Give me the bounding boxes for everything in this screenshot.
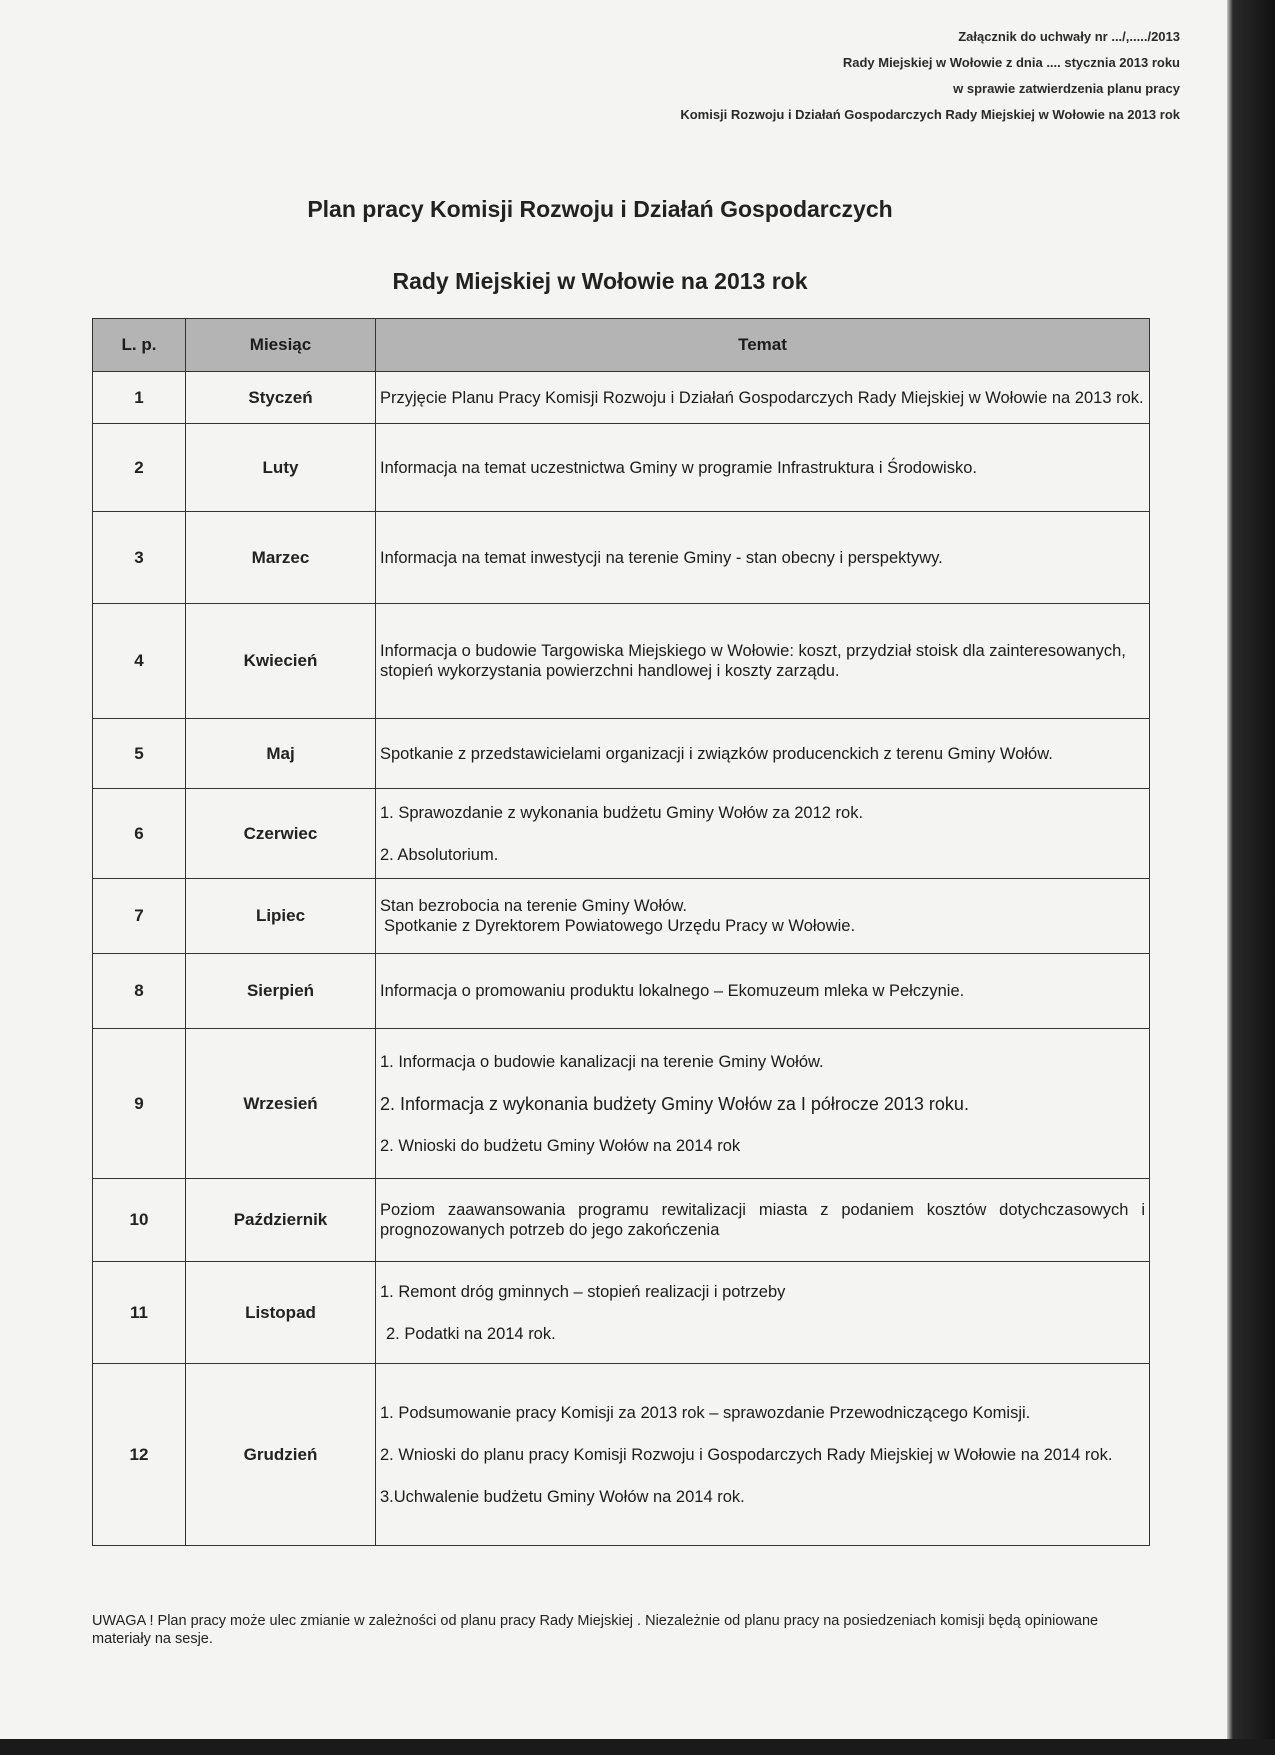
topic-line: Przyjęcie Planu Pracy Komisji Rozwoju i Działań Gospodarczych Rady Miejskiej w Wołowie na 2013 rok. bbox=[380, 388, 1144, 407]
topic-line: 2. Wnioski do budżetu Gminy Wołów na 2014 rok bbox=[380, 1136, 741, 1155]
footnote-warning: UWAGA ! Plan pracy może ulec zmianie w zależności od planu pracy Rady Miejskiej . Niezależnie od planu pracy na posiedzeniach komisji będą opiniowane materiały na sesje. bbox=[92, 1613, 1099, 1647]
topic-line: 1. Sprawozdanie z wykonania budżetu Gminy Wołów za 2012 rok. bbox=[380, 803, 864, 822]
table-row bbox=[93, 954, 1150, 1029]
row-topic bbox=[376, 372, 1150, 424]
table-row bbox=[93, 879, 1150, 954]
table-row bbox=[93, 1029, 1150, 1179]
document-title: Plan pracy Komisji Rozwoju i Działań Gospodarczych bbox=[307, 196, 893, 222]
topic-line: 2. Wnioski do planu pracy Komisji Rozwoju i Gospodarczych Rady Miejskiej w Wołowie na 2014 rok. bbox=[380, 1445, 1113, 1464]
table-row bbox=[93, 1179, 1150, 1262]
table-row bbox=[93, 424, 1150, 512]
row-month: Luty bbox=[186, 424, 376, 512]
topic-line: Spotkanie z przedstawicielami organizacji i związków producenckich z terenu Gminy Wołów. bbox=[380, 744, 1053, 763]
table-row bbox=[93, 512, 1150, 604]
topic-line: Stan bezrobocia na terenie Gminy Wołów. bbox=[380, 897, 687, 915]
topic-line: 3.Uchwalenie budżetu Gminy Wołów na 2014 rok. bbox=[380, 1487, 745, 1506]
row-topic bbox=[376, 604, 1150, 719]
row-topic bbox=[376, 954, 1150, 1029]
header-line-1: Załącznik do uchwały nr .../,...../2013 bbox=[958, 29, 1180, 44]
row-number: 3 bbox=[93, 512, 186, 604]
row-month: Czerwiec bbox=[186, 789, 376, 879]
row-topic bbox=[376, 789, 1150, 879]
table-row bbox=[93, 604, 1150, 719]
work-plan-table bbox=[92, 318, 1150, 1546]
topic-line: 1. Informacja o budowie kanalizacji na terenie Gminy Wołów. bbox=[380, 1052, 824, 1071]
row-month: Styczeń bbox=[186, 372, 376, 424]
row-number: 4 bbox=[93, 604, 186, 719]
row-number: 2 bbox=[93, 424, 186, 512]
topic-line: Informacja o budowie Targowiska Miejskiego w Wołowie: koszt, przydział stoisk dla zainteresowanych, stopień wykorzystania powierzchni handlowej i koszty zarządu. bbox=[380, 642, 1126, 680]
row-number: 1 bbox=[93, 372, 186, 424]
header-line-2: Rady Miejskiej w Wołowie z dnia .... stycznia 2013 roku bbox=[842, 55, 1180, 70]
row-month: Maj bbox=[186, 719, 376, 789]
header-topic: Temat bbox=[376, 319, 1150, 372]
topic-line: Spotkanie z Dyrektorem Powiatowego Urzędu Pracy w Wołowie. bbox=[384, 917, 856, 935]
table-row bbox=[93, 719, 1150, 789]
row-month: Wrzesień bbox=[186, 1029, 376, 1179]
header-month: Miesiąc bbox=[186, 319, 376, 372]
topic-line: 2. Absolutorium. bbox=[380, 845, 499, 864]
row-month: Październik bbox=[186, 1179, 376, 1262]
row-topic bbox=[376, 719, 1150, 789]
row-number: 8 bbox=[93, 954, 186, 1029]
table-row bbox=[93, 372, 1150, 424]
row-number: 12 bbox=[93, 1364, 186, 1546]
row-topic bbox=[376, 1364, 1150, 1546]
row-month: Kwiecień bbox=[186, 604, 376, 719]
row-topic bbox=[376, 1179, 1150, 1262]
row-topic bbox=[376, 1029, 1150, 1179]
topic-line: 2. Informacja z wykonania budżety Gminy Wołów za I półrocze 2013 roku. bbox=[380, 1093, 969, 1114]
table-row bbox=[93, 789, 1150, 879]
row-number: 9 bbox=[93, 1029, 186, 1179]
row-month: Sierpień bbox=[186, 954, 376, 1029]
row-topic bbox=[376, 512, 1150, 604]
row-number: 11 bbox=[93, 1262, 186, 1364]
row-number: 10 bbox=[93, 1179, 186, 1262]
topic-line: Poziom zaawansowania programu rewitalizacji miasta z podaniem kosztów dotychczasowych i prognozowanych potrzeb do jego zakończenia bbox=[380, 1201, 1145, 1239]
row-topic bbox=[376, 879, 1150, 954]
header-lp: L. p. bbox=[93, 319, 186, 372]
scan-bottom-edge bbox=[0, 1739, 1275, 1755]
row-month: Listopad bbox=[186, 1262, 376, 1364]
row-topic bbox=[376, 1262, 1150, 1364]
table-row bbox=[93, 1262, 1150, 1364]
document-subtitle: Rady Miejskiej w Wołowie na 2013 rok bbox=[392, 268, 808, 294]
table-row bbox=[93, 1364, 1150, 1546]
table-header-row bbox=[93, 319, 1150, 372]
topic-line: Informacja na temat inwestycji na terenie Gminy - stan obecny i perspektywy. bbox=[380, 548, 943, 567]
row-number: 5 bbox=[93, 719, 186, 789]
row-month: Grudzień bbox=[186, 1364, 376, 1546]
row-topic bbox=[376, 424, 1150, 512]
topic-line: 1. Podsumowanie pracy Komisji za 2013 rok – sprawozdanie Przewodniczącego Komisji. bbox=[380, 1403, 1031, 1422]
topic-line: Informacja o promowaniu produktu lokalnego – Ekomuzeum mleka w Pełczynie. bbox=[380, 982, 965, 1000]
header-line-4: Komisji Rozwoju i Działań Gospodarczych Rady Miejskiej w Wołowie na 2013 rok bbox=[680, 107, 1180, 122]
topic-line: 2. Podatki na 2014 rok. bbox=[386, 1324, 556, 1343]
row-number: 6 bbox=[93, 789, 186, 879]
scan-edge bbox=[1227, 0, 1275, 1755]
topic-line: 1. Remont dróg gminnych – stopień realizacji i potrzeby bbox=[380, 1282, 786, 1301]
attachment-header bbox=[540, 24, 1180, 128]
topic-line: Informacja na temat uczestnictwa Gminy w programie Infrastruktura i Środowisko. bbox=[380, 458, 977, 477]
row-number: 7 bbox=[93, 879, 186, 954]
header-line-3: w sprawie zatwierdzenia planu pracy bbox=[953, 81, 1180, 96]
row-month: Marzec bbox=[186, 512, 376, 604]
row-month: Lipiec bbox=[186, 879, 376, 954]
